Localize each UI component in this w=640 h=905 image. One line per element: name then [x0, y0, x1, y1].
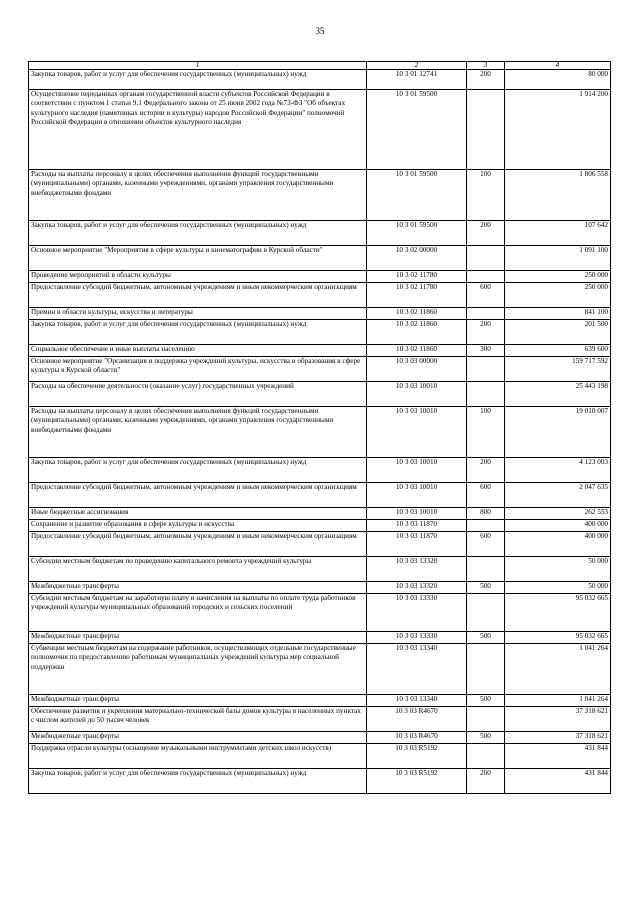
table-row [29, 594, 611, 632]
table-body [29, 70, 611, 794]
row-code-cell: 10 3 03 00000 [367, 357, 467, 382]
table-row [29, 769, 611, 794]
row-expense-type-cell: 200 [467, 458, 505, 483]
row-expense-type-cell: 600 [467, 283, 505, 308]
row-expense-type-cell [467, 357, 505, 382]
row-sum-cell: 1 806 558 [505, 170, 611, 221]
row-expense-type-cell [467, 557, 505, 582]
row-name-cell: Закупка товаров, работ и услуг для обеспечения государственных (муниципальных) нужд [29, 221, 367, 246]
row-code-cell: 10 3 01 12741 [367, 70, 467, 90]
row-sum-cell: 431 844 [505, 744, 611, 769]
row-name-cell: Поддержка отрасли культуры (оснащение музыкальными инструментами детских школ искусств) [29, 744, 367, 769]
table-header-row [29, 62, 611, 70]
row-expense-type-cell: 800 [467, 508, 505, 520]
row-code-cell: 10 3 03 R4670 [367, 732, 467, 744]
table-row [29, 246, 611, 271]
row-code-cell: 10 3 01 59500 [367, 170, 467, 221]
row-code-cell: 10 3 03 10010 [367, 508, 467, 520]
table-row [29, 707, 611, 732]
column-header-sum: 4 [505, 62, 611, 70]
row-name-cell: Сохранение и развитие образования в сфере культуры и искусства [29, 520, 367, 532]
row-sum-cell: 400 000 [505, 532, 611, 557]
row-name-cell: Проведение мероприятий в области культуры [29, 271, 367, 283]
table-row [29, 320, 611, 345]
row-code-cell: 10 3 02 11860 [367, 345, 467, 357]
table-row [29, 532, 611, 557]
row-sum-cell: 95 032 665 [505, 594, 611, 632]
table-row [29, 632, 611, 644]
table-row [29, 221, 611, 246]
row-expense-type-cell: 500 [467, 695, 505, 707]
row-sum-cell: 19 010 007 [505, 407, 611, 458]
row-code-cell: 10 3 02 00000 [367, 246, 467, 271]
row-code-cell: 10 3 01 59500 [367, 90, 467, 170]
row-sum-cell: 37 318 621 [505, 732, 611, 744]
budget-table [28, 61, 611, 794]
row-expense-type-cell: 600 [467, 532, 505, 557]
row-code-cell: 10 3 03 11870 [367, 532, 467, 557]
row-sum-cell: 250 000 [505, 283, 611, 308]
column-header-code: 2 [367, 62, 467, 70]
row-sum-cell: 50 000 [505, 557, 611, 582]
row-name-cell: Закупка товаров, работ и услуг для обеспечения государственных (муниципальных) нужд [29, 458, 367, 483]
row-sum-cell: 37 318 621 [505, 707, 611, 732]
table-row [29, 744, 611, 769]
row-code-cell: 10 3 02 11780 [367, 283, 467, 308]
row-expense-type-cell [467, 90, 505, 170]
row-name-cell: Межбюджетные трансферты [29, 695, 367, 707]
row-name-cell: Основное мероприятие "Организация и поддержка учреждений культуры, искусства и образования в сфере культуры в Курской области" [29, 357, 367, 382]
row-code-cell: 10 3 03 13320 [367, 557, 467, 582]
row-sum-cell: 95 032 665 [505, 632, 611, 644]
row-name-cell: Осуществление переданных органам государственной власти субъектов Российской Федерации в соответствии с пунктом 1 статьи 9.1 Федерального закона от 25 июня 2002 года №73-ФЗ "Об объектах культурного наследия (памятниках истории и культуры) народов Российской Федерации" полномочий Российской Федерации в отношении объектов культурного наследия [29, 90, 367, 170]
row-expense-type-cell [467, 271, 505, 283]
table-row [29, 483, 611, 508]
table-row [29, 508, 611, 520]
row-code-cell: 10 3 03 11870 [367, 520, 467, 532]
row-name-cell: Межбюджетные трансферты [29, 632, 367, 644]
row-name-cell: Предоставление субсидий бюджетным, автономным учреждениям и иным некоммерческим организациям [29, 283, 367, 308]
row-code-cell: 10 3 03 10010 [367, 407, 467, 458]
row-expense-type-cell: 200 [467, 70, 505, 90]
row-name-cell: Премии в области культуры, искусства и литературы [29, 308, 367, 320]
row-name-cell: Предоставление субсидий бюджетным, автономным учреждениям и иным некоммерческим организациям [29, 532, 367, 557]
row-code-cell: 10 3 03 R5192 [367, 769, 467, 794]
row-expense-type-cell: 600 [467, 483, 505, 508]
table-row [29, 557, 611, 582]
table-row [29, 345, 611, 357]
row-sum-cell: 1 041 264 [505, 695, 611, 707]
table-row [29, 407, 611, 458]
row-sum-cell: 4 123 003 [505, 458, 611, 483]
table-row [29, 458, 611, 483]
row-sum-cell: 400 000 [505, 520, 611, 532]
table-row [29, 308, 611, 320]
table-row [29, 90, 611, 170]
table-row [29, 644, 611, 695]
row-name-cell: Закупка товаров, работ и услуг для обеспечения государственных (муниципальных) нужд [29, 320, 367, 345]
row-expense-type-cell: 100 [467, 170, 505, 221]
row-expense-type-cell [467, 644, 505, 695]
row-expense-type-cell: 200 [467, 320, 505, 345]
row-code-cell: 10 3 03 13340 [367, 644, 467, 695]
table-row [29, 357, 611, 382]
table-row [29, 582, 611, 594]
row-code-cell: 10 3 03 13320 [367, 582, 467, 594]
row-expense-type-cell: 500 [467, 582, 505, 594]
row-code-cell: 10 3 03 10010 [367, 382, 467, 407]
row-code-cell: 10 3 02 11780 [367, 271, 467, 283]
row-code-cell: 10 3 02 11860 [367, 308, 467, 320]
row-sum-cell: 250 000 [505, 271, 611, 283]
row-expense-type-cell: 100 [467, 407, 505, 458]
row-code-cell: 10 3 03 10010 [367, 483, 467, 508]
row-sum-cell: 107 642 [505, 221, 611, 246]
row-code-cell: 10 3 03 13330 [367, 594, 467, 632]
row-name-cell: Закупка товаров, работ и услуг для обеспечения государственных (муниципальных) нужд [29, 70, 367, 90]
column-header-name: 1 [29, 62, 367, 70]
row-code-cell: 10 3 03 R5192 [367, 744, 467, 769]
row-expense-type-cell [467, 308, 505, 320]
row-expense-type-cell: 200 [467, 221, 505, 246]
row-sum-cell: 25 443 198 [505, 382, 611, 407]
row-name-cell: Субсидии местным бюджетам по проведению капитального ремонта учреждений культуры [29, 557, 367, 582]
column-header-expense-type: 3 [467, 62, 505, 70]
row-sum-cell: 159 717 592 [505, 357, 611, 382]
row-sum-cell: 639 600 [505, 345, 611, 357]
row-sum-cell: 1 914 200 [505, 90, 611, 170]
row-name-cell: Закупка товаров, работ и услуг для обеспечения государственных (муниципальных) нужд [29, 769, 367, 794]
row-code-cell: 10 3 03 10010 [367, 458, 467, 483]
row-expense-type-cell [467, 246, 505, 271]
page-number: 35 [315, 26, 325, 36]
row-name-cell: Основное мероприятие "Мероприятия в сфере культуры и кинематографии в Курской области" [29, 246, 367, 271]
row-name-cell: Субсидии местным бюджетам на заработную плату и начисления на выплаты по оплате труда работников учреждений культуры муниципальных образований городских и сельских поселений [29, 594, 367, 632]
row-name-cell: Субвенции местным бюджетам на содержание работников, осуществляющих отдельные государственные полномочия по предоставлению работникам муниципальных учреждений культуры мер социальной поддержки [29, 644, 367, 695]
row-name-cell: Расходы на обеспечение деятельности (оказание услуг) государственных учреждений [29, 382, 367, 407]
table-row [29, 382, 611, 407]
row-sum-cell: 841 100 [505, 308, 611, 320]
row-sum-cell: 50 000 [505, 582, 611, 594]
row-name-cell: Расходы на выплаты персоналу в целях обеспечения выполнения функций государственными (муниципальными) органами, казенными учреждениями, органами управления государственными внебюджетными фондами [29, 170, 367, 221]
row-sum-cell: 80 000 [505, 70, 611, 90]
row-expense-type-cell [467, 520, 505, 532]
row-sum-cell: 431 844 [505, 769, 611, 794]
row-sum-cell: 2 047 635 [505, 483, 611, 508]
table-row [29, 695, 611, 707]
row-sum-cell: 1 041 264 [505, 644, 611, 695]
row-code-cell: 10 3 03 13340 [367, 695, 467, 707]
row-name-cell: Межбюджетные трансферты [29, 582, 367, 594]
row-name-cell: Расходы на выплаты персоналу в целях обеспечения выполнения функций государственными (муниципальными) органами, казенными учреждениями, органами управления государственными внебюджетными фондами [29, 407, 367, 458]
row-expense-type-cell: 300 [467, 345, 505, 357]
table-row [29, 520, 611, 532]
row-name-cell: Межбюджетные трансферты [29, 732, 367, 744]
table-row [29, 732, 611, 744]
row-sum-cell: 1 091 100 [505, 246, 611, 271]
table-row [29, 170, 611, 221]
row-code-cell: 10 3 02 11860 [367, 320, 467, 345]
row-name-cell: Предоставление субсидий бюджетным, автономным учреждениям и иным некоммерческим организациям [29, 483, 367, 508]
row-name-cell: Социальное обеспечение и иные выплаты населению [29, 345, 367, 357]
table-row [29, 271, 611, 283]
row-name-cell: Иные бюджетные ассигнования [29, 508, 367, 520]
row-expense-type-cell: 500 [467, 632, 505, 644]
row-expense-type-cell [467, 744, 505, 769]
row-code-cell: 10 3 03 13330 [367, 632, 467, 644]
row-code-cell: 10 3 03 R4670 [367, 707, 467, 732]
row-expense-type-cell: 200 [467, 769, 505, 794]
row-name-cell: Обеспечение развития и укрепления материально-технической базы домов культуры в населенных пунктах с числом жителей до 50 тысяч человек [29, 707, 367, 732]
row-sum-cell: 262 553 [505, 508, 611, 520]
row-expense-type-cell [467, 707, 505, 732]
row-expense-type-cell [467, 382, 505, 407]
row-code-cell: 10 3 01 59500 [367, 221, 467, 246]
table-row [29, 70, 611, 90]
row-sum-cell: 201 500 [505, 320, 611, 345]
table-row [29, 283, 611, 308]
row-expense-type-cell: 500 [467, 732, 505, 744]
row-expense-type-cell [467, 594, 505, 632]
